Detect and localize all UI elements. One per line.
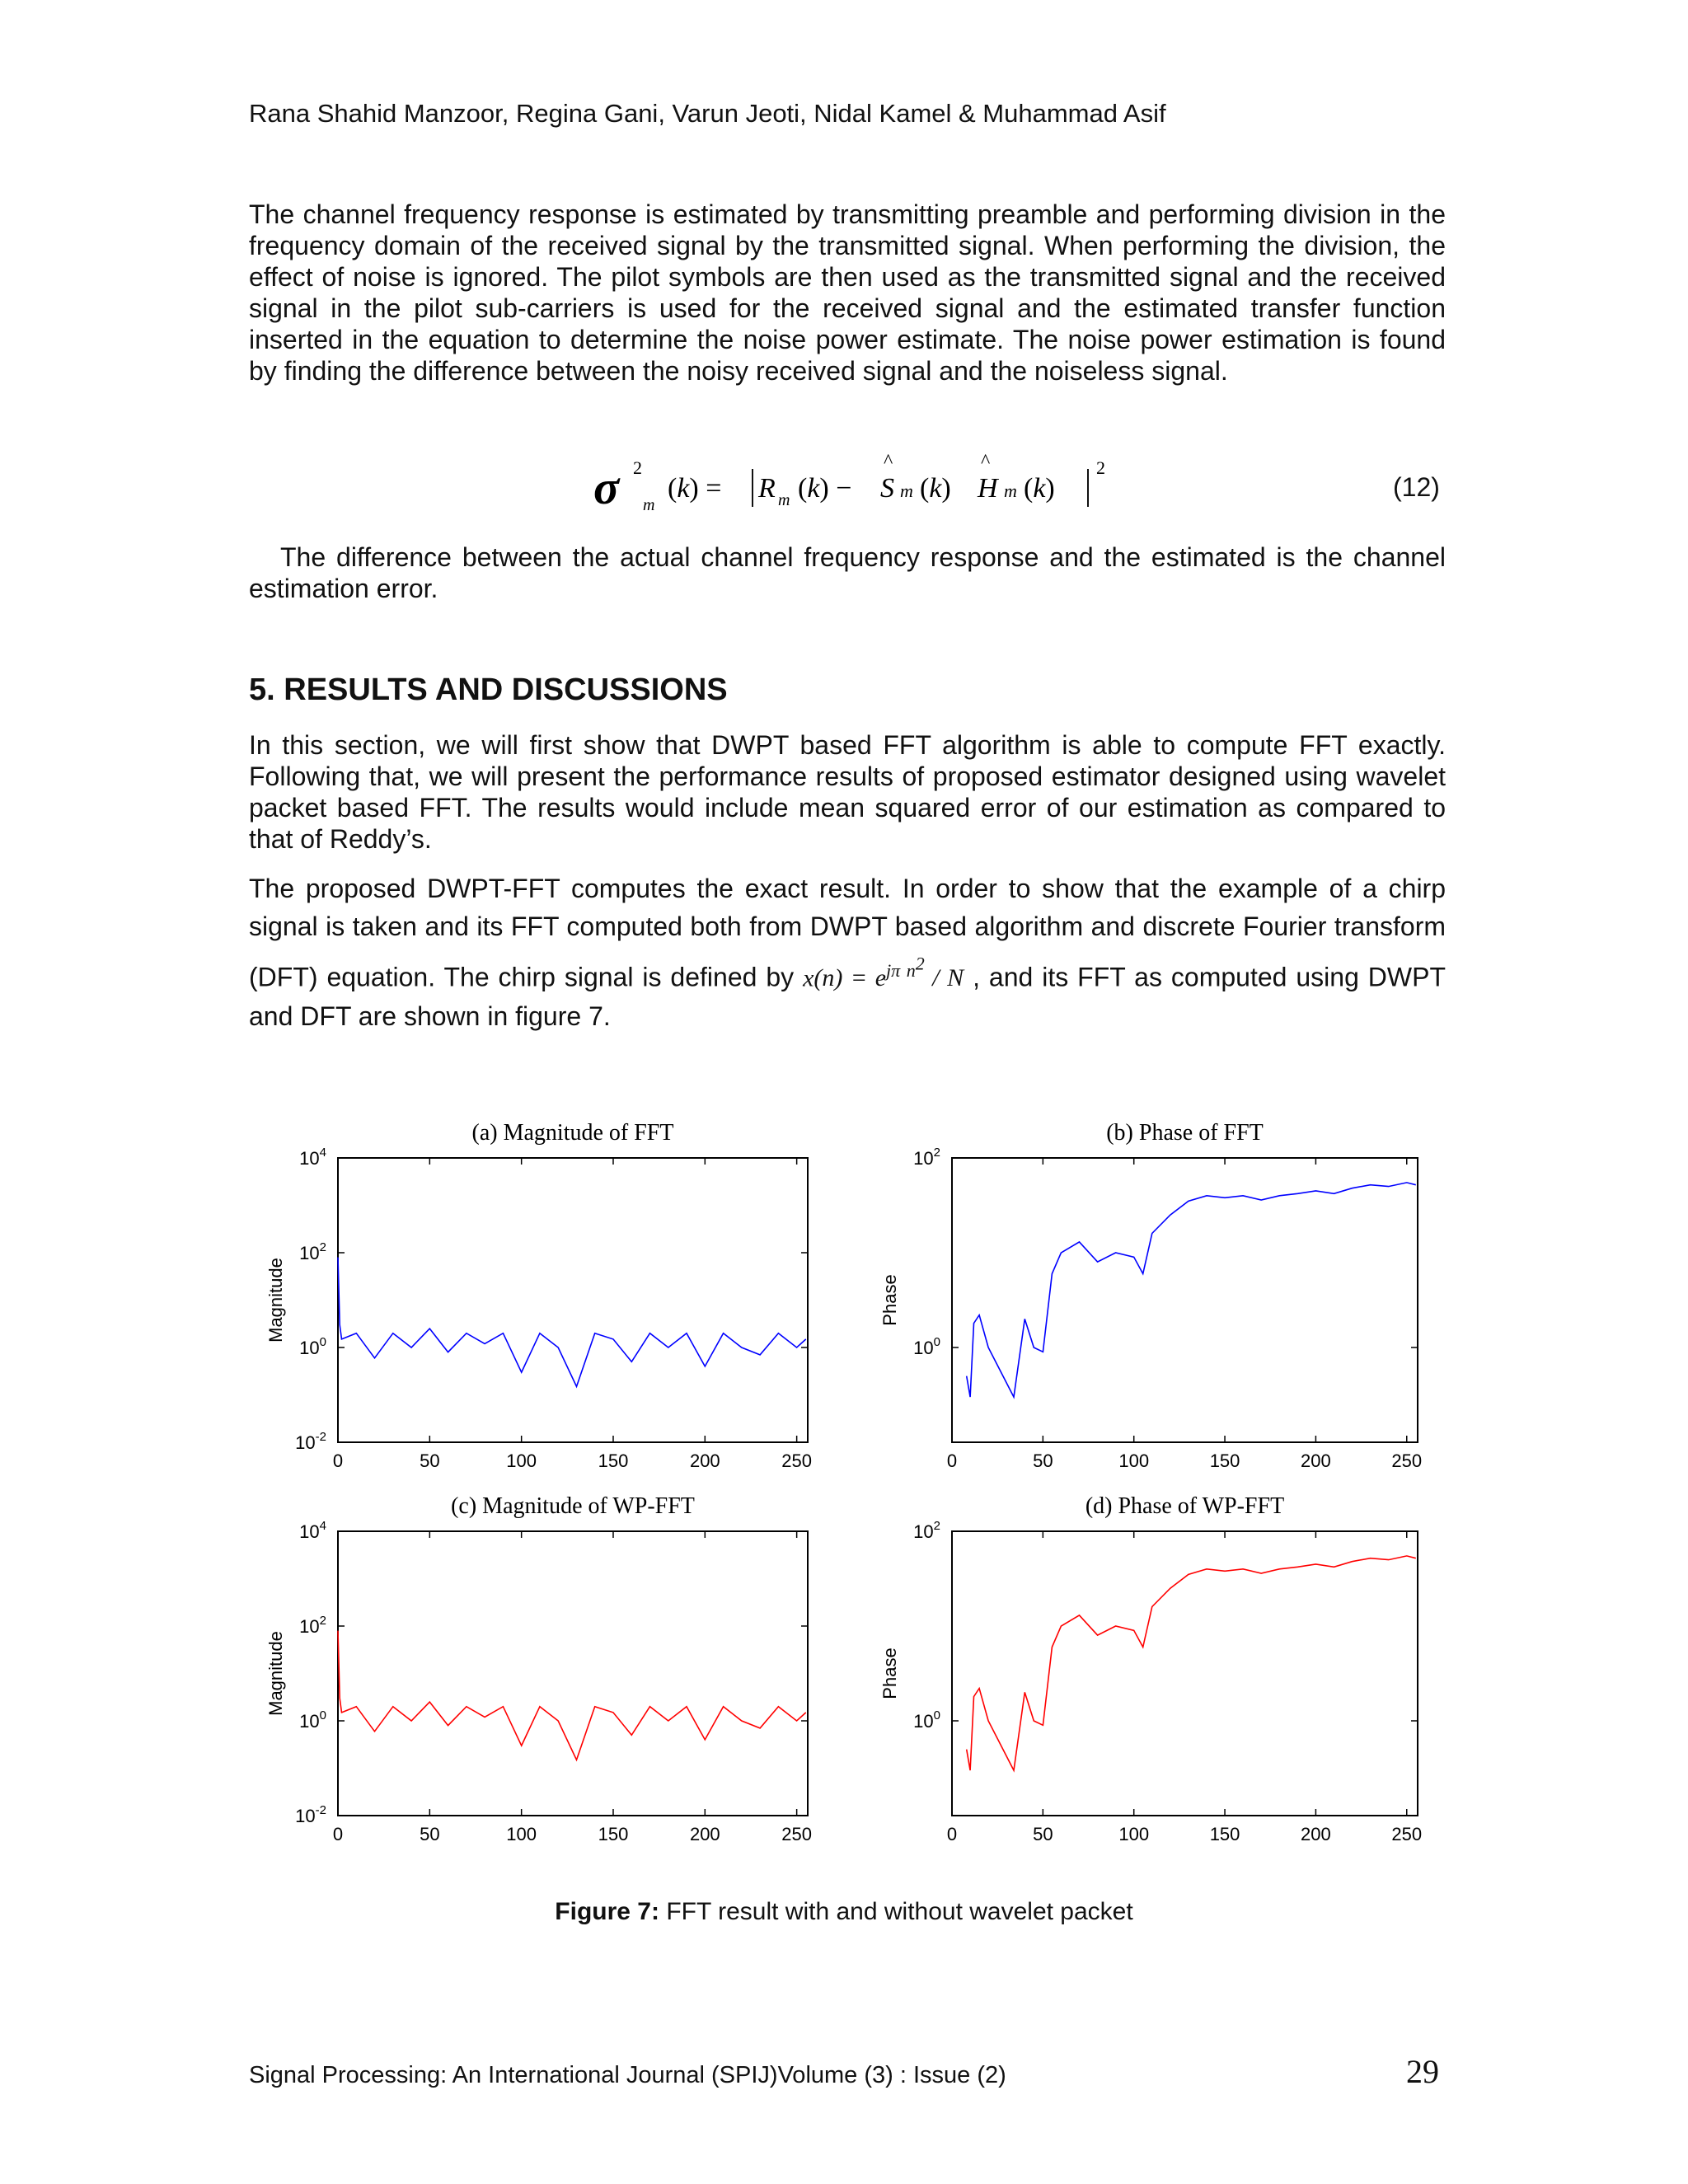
plot-frame xyxy=(952,1158,1418,1442)
series-line xyxy=(338,1631,806,1760)
x-tick-label: 150 xyxy=(598,1451,629,1471)
chart-title: (a) Magnitude of FFT xyxy=(471,1120,674,1146)
y-axis-label: Magnitude xyxy=(265,1258,286,1343)
svg-text:m: m xyxy=(1004,480,1017,501)
svg-text:m: m xyxy=(900,480,913,501)
y-tick-label: $10^0$ xyxy=(299,1335,326,1358)
x-tick-label: 50 xyxy=(420,1451,440,1471)
chirp-formula: x xyxy=(803,964,814,992)
chart-title: (b) Phase of FFT xyxy=(1106,1120,1264,1146)
x-tick-label: 200 xyxy=(1301,1824,1331,1844)
y-tick-label: $10^4$ xyxy=(299,1146,326,1169)
svg-text:R: R xyxy=(758,473,776,504)
figure-caption xyxy=(0,1898,1688,1926)
x-tick-label: 100 xyxy=(506,1824,537,1844)
equation-number: (12) xyxy=(1393,472,1440,502)
chirp-formula-arg: $(n) = e^{j\pi n^2} / N$ xyxy=(814,954,964,992)
caption-text: FFT result with and without wavelet packet xyxy=(666,1898,1133,1925)
caption-label: Figure 7: xyxy=(555,1898,659,1925)
svg-text:^: ^ xyxy=(981,451,991,472)
svg-text:(k): (k) xyxy=(1024,473,1055,504)
svg-text:(k): (k) xyxy=(920,473,951,504)
x-tick-label: 250 xyxy=(781,1824,812,1844)
series-line xyxy=(967,1556,1416,1770)
y-axis-label: Phase xyxy=(879,1647,900,1699)
x-tick-label: 0 xyxy=(332,1451,344,1471)
y-tick-label: $10^2$ xyxy=(913,1519,940,1542)
plot-frame xyxy=(338,1531,808,1816)
x-tick-label: 100 xyxy=(506,1451,537,1471)
equation-12 xyxy=(593,449,1170,515)
x-tick-label: 250 xyxy=(1391,1824,1423,1844)
y-tick-label: $10^0$ xyxy=(913,1335,940,1358)
x-tick-label: 0 xyxy=(946,1451,958,1471)
y-tick-label: $10^0$ xyxy=(913,1708,940,1732)
paragraph-estimation-error: The difference between the actual channel frequency response and the estimated is the channel estimation error. xyxy=(249,542,1446,603)
x-tick-label: 200 xyxy=(1301,1451,1331,1471)
chart-panel-3 xyxy=(265,1493,812,1844)
svg-text:(k) =: (k) = xyxy=(668,473,722,504)
svg-text:m: m xyxy=(643,496,655,514)
x-tick-label: 50 xyxy=(1033,1451,1053,1471)
x-tick-label: 0 xyxy=(332,1824,344,1844)
journal-footer: Signal Processing: An International Journal (SPIJ)Volume (3) : Issue (2) xyxy=(249,2062,1006,2088)
y-tick-label: $10^4$ xyxy=(299,1519,326,1542)
y-tick-label: $10^{-2}$ xyxy=(295,1803,326,1826)
paragraph-channel-estimation: The channel frequency response is estimated by transmitting preamble and performing division in the frequency domain of the received signal by the transmitted signal. When performing the division, the effect of noise is ignored. The pilot symbols are then used as the transmitted signal and the received signal in the pilot sub-carriers is used for the received signal and the estimated transfer function inserted in the equation to determine the noise power estimate. The noise power estimation is found by finding the difference between the noisy received signal and the noiseless signal. xyxy=(249,199,1446,386)
chart-title: (c) Magnitude of WP-FFT xyxy=(451,1493,695,1519)
figure-7 xyxy=(0,1096,1688,1887)
x-tick-label: 250 xyxy=(781,1451,812,1471)
y-tick-label: $10^{-2}$ xyxy=(295,1430,326,1453)
svg-text:2: 2 xyxy=(1096,457,1105,478)
x-tick-label: 0 xyxy=(946,1824,958,1844)
svg-text:(k) −: (k) − xyxy=(798,473,852,504)
chart-panel-4 xyxy=(879,1493,1422,1844)
svg-text:H: H xyxy=(978,473,998,504)
x-tick-label: 150 xyxy=(598,1824,629,1844)
svg-text:σ: σ xyxy=(593,461,620,514)
y-tick-label: $10^2$ xyxy=(299,1614,326,1637)
section-title: 5. RESULTS AND DISCUSSIONS xyxy=(249,673,728,707)
chart-panel-2 xyxy=(879,1120,1422,1471)
paragraph-results-intro: In this section, we will first show that DWPT based FFT algorithm is able to compute FFT exactly. Following that, we will present the performance results of proposed estimator designed using wavelet packet based FFT. The results would include mean squared error of our estimation as compared to that of Reddy’s. xyxy=(249,730,1446,854)
series-line xyxy=(967,1183,1416,1397)
x-tick-label: 150 xyxy=(1209,1451,1240,1471)
x-tick-label: 200 xyxy=(689,1824,720,1844)
chart-title: (d) Phase of WP-FFT xyxy=(1085,1493,1285,1519)
x-tick-label: 50 xyxy=(1033,1824,1053,1844)
y-tick-label: $10^2$ xyxy=(913,1146,940,1169)
svg-text:^: ^ xyxy=(884,451,893,472)
svg-text:2: 2 xyxy=(633,457,642,478)
page-number: 29 xyxy=(1406,2053,1439,2090)
x-tick-label: 250 xyxy=(1391,1451,1423,1471)
plot-frame xyxy=(952,1531,1418,1816)
y-tick-label: $10^0$ xyxy=(299,1708,326,1732)
chirp-text-before: The proposed DWPT-FFT computes the exact result. In order to show that the example of a chirp signal is taken and its FFT computed both from DWPT based algorithm and discrete Fourier transform (DFT) equation. The chirp signal is defined by xyxy=(249,874,1446,992)
plot-frame xyxy=(338,1158,808,1442)
y-axis-label: Magnitude xyxy=(265,1631,286,1716)
y-axis-label: Phase xyxy=(879,1274,900,1326)
chirp-text-after: , and its FFT as computed using DWPT and DFT are shown in figure 7. xyxy=(249,962,1447,1032)
x-tick-label: 150 xyxy=(1209,1824,1240,1844)
chart-panel-1 xyxy=(265,1120,812,1471)
y-tick-label: $10^2$ xyxy=(299,1240,326,1263)
x-tick-label: 50 xyxy=(420,1824,440,1844)
running-header: Rana Shahid Manzoor, Regina Gani, Varun Jeoti, Nidal Kamel & Muhammad Asif xyxy=(249,99,1166,128)
x-tick-label: 100 xyxy=(1118,1824,1150,1844)
x-tick-label: 100 xyxy=(1118,1451,1150,1471)
paragraph-chirp xyxy=(249,869,1446,1035)
svg-text:m: m xyxy=(778,491,790,509)
svg-text:S: S xyxy=(880,473,894,504)
series-line xyxy=(338,1258,806,1387)
x-tick-label: 200 xyxy=(689,1451,720,1471)
